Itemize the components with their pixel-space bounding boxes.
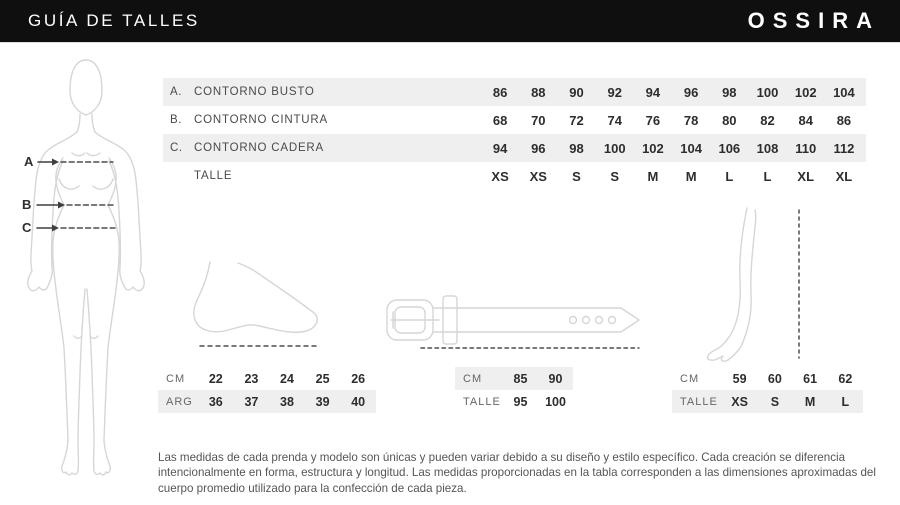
size-value: 90: [569, 84, 584, 100]
size-value: 84: [798, 112, 813, 128]
table-row-cm: [672, 367, 863, 390]
size-value: L: [763, 168, 772, 184]
arm-illustration: [695, 202, 810, 364]
size-value: 102: [794, 84, 817, 100]
size-value: 106: [718, 140, 741, 156]
size-value: 100: [545, 394, 566, 409]
measure-label-b: B: [22, 197, 32, 212]
size-value: XS: [491, 168, 509, 184]
row-values: [481, 113, 863, 128]
size-value: 72: [569, 112, 584, 128]
size-value: 95: [513, 394, 528, 409]
size-value: 86: [492, 84, 508, 100]
row-label: TALLE: [194, 170, 233, 182]
measure-line-bust: [38, 159, 113, 166]
size-value: 90: [548, 371, 563, 386]
size-value: XS: [529, 168, 547, 184]
size-value: 92: [607, 84, 622, 100]
size-value: 62: [838, 371, 853, 386]
measure-label-a: A: [24, 154, 34, 169]
row-label: CONTORNO CINTURA: [194, 114, 328, 126]
size-value: 40: [351, 394, 366, 409]
row-label: CM: [463, 372, 483, 385]
size-value: 104: [680, 140, 702, 156]
size-value: 102: [642, 140, 664, 156]
size-value: L: [841, 394, 850, 409]
size-value: 86: [836, 112, 852, 128]
measure-line-hip: [37, 225, 115, 232]
size-value: 94: [645, 84, 661, 100]
size-value: S: [770, 394, 780, 409]
row-label: ARG: [166, 395, 193, 408]
size-value: 76: [645, 112, 661, 128]
size-value: 98: [722, 84, 737, 100]
size-value: 100: [603, 140, 626, 156]
table-row-talle: [672, 390, 863, 413]
row-label: CM: [680, 372, 700, 385]
size-value: 25: [315, 371, 330, 386]
size-value: 23: [244, 371, 259, 386]
table-row-waist: [163, 106, 866, 134]
table-row-talle: [455, 390, 573, 413]
row-label: TALLE: [680, 395, 718, 408]
size-value: 110: [795, 140, 817, 156]
size-value: 78: [683, 112, 699, 128]
size-value: 61: [803, 371, 818, 386]
size-value: XL: [797, 168, 815, 184]
size-value: 24: [280, 371, 294, 386]
size-value: 98: [569, 140, 584, 156]
size-value: 85: [513, 371, 528, 386]
row-label: CM: [166, 372, 186, 385]
size-value: S: [610, 168, 620, 184]
size-value: 96: [683, 84, 699, 100]
table-row-talle: [163, 162, 866, 190]
size-value: 80: [722, 112, 737, 128]
size-value: XL: [835, 168, 853, 184]
size-value: S: [572, 168, 581, 184]
size-value: L: [725, 168, 734, 184]
size-value: 70: [531, 112, 546, 128]
row-label: CONTORNO BUSTO: [194, 86, 315, 98]
size-value: 36: [208, 394, 223, 409]
size-value: 96: [531, 140, 546, 156]
row-label: TALLE: [463, 395, 501, 408]
row-prefix: B.: [170, 114, 183, 126]
row-label: CONTORNO CADERA: [194, 142, 324, 154]
brand-logo: OSSIRA: [747, 8, 880, 33]
row-prefix: C.: [170, 142, 183, 154]
measure-line-waist: [37, 202, 113, 209]
disclaimer-text: Las medidas de cada prenda y modelo son únicas y pueden variar debido a su diseño y estilo específico. Cada creación se diferencia intencionalmente en forma, estructura y longitud. Las medidas proporcionadas en la tabla corresponden a las dimensiones aproximadas del cuerpo promedio utilizado para la confección de cada pieza.: [158, 450, 876, 495]
table-row-arg: [158, 390, 376, 413]
size-table: [163, 78, 866, 190]
table-row-bust: [163, 78, 866, 106]
size-value: 37: [244, 394, 259, 409]
size-value: 22: [208, 371, 223, 386]
size-value: 59: [732, 371, 747, 386]
size-value: M: [804, 394, 816, 409]
size-value: M: [647, 168, 659, 184]
table-row-cm: [158, 367, 376, 390]
size-value: 104: [833, 84, 855, 100]
belt-illustration: [383, 292, 648, 354]
size-value: 88: [531, 84, 546, 100]
page-title: GUÍA DE TALLES: [28, 11, 200, 30]
size-value: 94: [492, 140, 508, 156]
row-prefix: A.: [170, 86, 183, 98]
row-values: [481, 169, 863, 184]
belt-size-table: [455, 367, 573, 413]
table-row-hip: [163, 134, 866, 162]
female-figure-illustration: [8, 53, 156, 488]
size-value: 108: [756, 140, 779, 156]
foot-illustration: [188, 260, 333, 355]
size-value: 38: [280, 394, 294, 409]
size-value: 39: [315, 394, 330, 409]
size-value: 60: [767, 371, 782, 386]
row-values: [481, 85, 863, 100]
size-value: M: [685, 168, 697, 184]
table-row-cm: [455, 367, 573, 390]
sleeve-size-table: [672, 367, 863, 413]
size-value: 82: [760, 112, 775, 128]
row-values: [481, 141, 863, 156]
size-value: 68: [492, 112, 508, 128]
size-value: 112: [833, 140, 855, 156]
measure-label-c: C: [22, 220, 32, 235]
size-value: 74: [607, 112, 622, 128]
size-value: XS: [731, 394, 748, 409]
header-bar: [0, 0, 900, 43]
size-value: 100: [756, 84, 779, 100]
shoe-size-table: [158, 367, 376, 413]
size-value: 26: [351, 371, 366, 386]
